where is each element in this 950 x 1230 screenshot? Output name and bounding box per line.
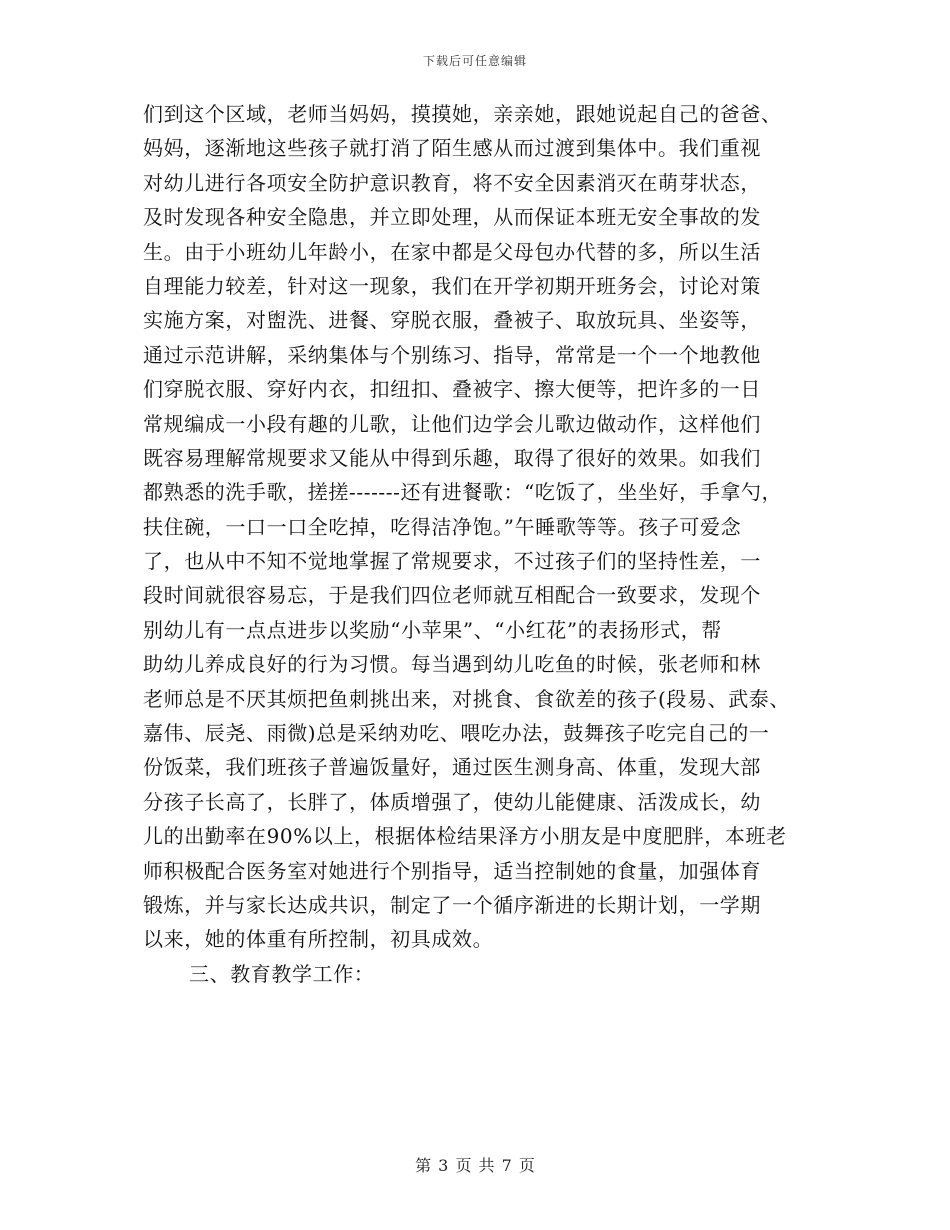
text-line-14: 了，也从中不知不觉地掌握了常规要求，不过孩子们的坚持性差，一 bbox=[143, 549, 761, 574]
text-line-17: 助幼儿养成良好的行为习惯。每当遇到幼儿吃鱼的时候，张老师和林 bbox=[143, 652, 761, 677]
text-line-11: 既容易理解常规要求又能从中得到乐趣，取得了很好的效果。如我们 bbox=[143, 445, 761, 470]
text-line-12: 都熟悉的洗手歌，搓搓-------还有进餐歌：“吃饭了，坐坐好，手拿勺， bbox=[143, 480, 783, 505]
text-line-9: 们穿脱衣服、穿好内衣，扣纽扣、叠被字、擦大便等，把许多的一日 bbox=[143, 377, 761, 402]
document-body bbox=[143, 97, 833, 991]
text-line-25: 以来，她的体重有所控制，初具成效。 bbox=[143, 927, 494, 952]
text-line-4: 及时发现各种安全隐患，并立即处理，从而保证本班无安全事故的发 bbox=[143, 205, 761, 230]
text-line-20: 份饭菜，我们班孩子普遍饭量好，通过医生测身高、体重，发现大部 bbox=[143, 755, 761, 780]
text-line-18: 老师总是不厌其烦把鱼刺挑出来，对挑食、食欲差的孩子(段易、武泰、 bbox=[143, 686, 791, 711]
text-line-15: 段时间就很容易忘，于是我们四位老师就互相配合一致要求，发现个 bbox=[143, 583, 761, 608]
text-line-8: 通过示范讲解，采纳集体与个别练习、指导，常常是一个一个地教他 bbox=[143, 342, 761, 367]
text-line-13: 扶住碗，一口一口全吃掉，吃得洁净饱。”午睡歌等等。孩子可爱念 bbox=[143, 514, 742, 539]
text-line-3: 对幼儿进行各项安全防护意识教育，将不安全因素消灭在萌芽状态， bbox=[143, 170, 761, 195]
text-line-2: 妈妈，逐渐地这些孩子就打消了陌生感从而过渡到集体中。我们重视 bbox=[143, 136, 761, 161]
text-line-6: 自理能力较差，针对这一现象，我们在开学初期开班务会，讨论对策 bbox=[143, 273, 761, 298]
text-line-7: 实施方案，对盥洗、进餐、穿脱衣服，叠被子、取放玩具、坐姿等， bbox=[143, 308, 761, 333]
text-line-19: 嘉伟、辰尧、雨微)总是采纳劝吃、喂吃办法，鼓舞孩子吃完自己的一 bbox=[143, 721, 770, 746]
page-number-footer: 第 3 页 共 7 页 bbox=[415, 1156, 535, 1175]
text-line-1: 们到这个区域，老师当妈妈，摸摸她，亲亲她，跟她说起自己的爸爸、 bbox=[143, 102, 782, 126]
text-line-23: 师积极配合医务室对她进行个别指导，适当控制她的食量，加强体育 bbox=[143, 858, 761, 883]
text-line-10: 常规编成一小段有趣的儿歌，让他们边学会儿歌边做动作，这样他们 bbox=[143, 411, 761, 436]
section-heading: 三、教育教学工作： bbox=[189, 961, 375, 986]
text-line-16: 别幼儿有一点点进步以奖励“小苹果”、“小红花”的表扬形式，帮 bbox=[143, 617, 722, 642]
text-line-5: 生。由于小班幼儿年龄小，在家中都是父母包办代替的多，所以生活 bbox=[143, 239, 761, 264]
page-header: 下载后可任意编辑 bbox=[422, 54, 527, 68]
text-line-24: 锻炼，并与家长达成共识，制定了一个循序渐进的长期计划，一学期 bbox=[143, 892, 761, 917]
text-line-22: 儿的出勤率在90%以上，根据体检结果泽方小朋友是中度肥胖，本班老 bbox=[143, 824, 787, 849]
text-line-21: 分孩子长高了，长胖了，体质增强了，使幼儿能健康、活泼成长，幼 bbox=[143, 789, 761, 814]
